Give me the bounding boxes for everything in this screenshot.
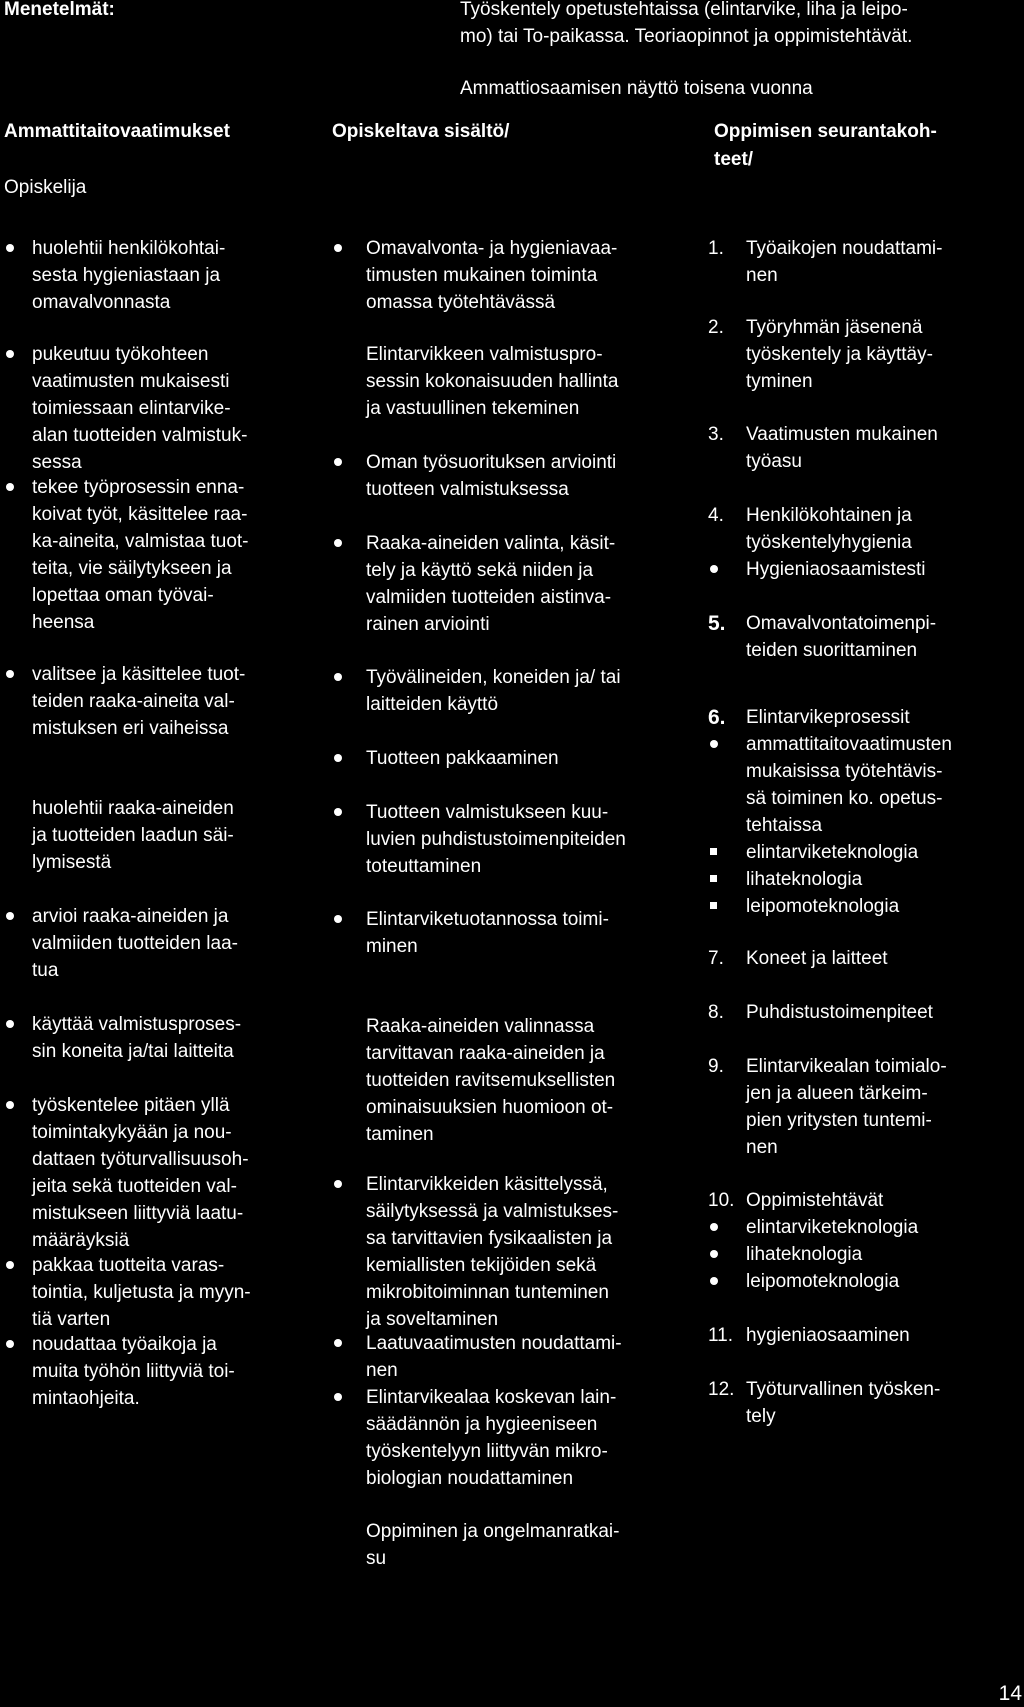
text-line: vaatimusten mukaisesti: [32, 371, 230, 392]
text-line: pien yritysten tuntemi-: [746, 1110, 932, 1131]
bullet-icon: [6, 244, 14, 252]
bullet-icon: [334, 539, 342, 547]
right-column-title-line-2: teet/: [714, 149, 754, 170]
text-line: Laatuvaatimusten noudattami-: [366, 1333, 622, 1354]
text-line: noudattaa työaikoja ja: [32, 1334, 217, 1355]
text-line: tely: [746, 1406, 776, 1427]
text-line: teiden raaka-aineita val-: [32, 691, 235, 712]
text-line: mikrobitoiminnan tunteminen: [366, 1282, 609, 1303]
text-line: tuotteiden ravitsemuksellisten: [366, 1070, 616, 1091]
text-line: Oppiminen ja ongelmanratkai-: [366, 1521, 620, 1542]
bullet-icon: [334, 808, 342, 816]
text-line: pukeutuu työkohteen: [32, 344, 209, 365]
list-number: 7.: [708, 948, 724, 969]
list-number: 4.: [708, 505, 724, 526]
mid-column-title: Opiskeltava sisältö/: [332, 121, 510, 142]
text-line: huolehtii raaka-aineiden: [32, 798, 234, 819]
text-line: Tuotteen valmistukseen kuu-: [366, 802, 609, 823]
text-line: huolehtii henkilökohtai-: [32, 238, 226, 259]
text-line: toimintakykyään ja nou-: [32, 1122, 232, 1143]
text-line: Henkilökohtainen ja: [746, 505, 912, 526]
text-line: teiden suorittaminen: [746, 640, 918, 661]
methods-label: Menetelmät:: [4, 0, 115, 20]
text-line: työskentely ja käyttäy-: [746, 344, 933, 365]
square-bullet-icon: [710, 875, 717, 882]
text-line: Elintarvikeprosessit: [746, 707, 910, 728]
text-line: laitteiden käyttö: [366, 694, 499, 715]
text-line: leipomoteknologia: [746, 896, 900, 917]
bullet-icon: [6, 670, 14, 678]
text-line: sa tarvittavien fysikaalisten ja: [366, 1228, 613, 1249]
list-number: 5.: [708, 612, 726, 635]
text-line: Elintarvikkeen valmistuspro-: [366, 344, 603, 365]
text-line: Omavalvonta- ja hygieniavaa-: [366, 238, 618, 259]
text-line: jeita sekä tuotteiden val-: [32, 1176, 237, 1197]
text-line: pakkaa tuotteita varas-: [32, 1255, 225, 1276]
text-line: ka-aineita, valmistaa tuot-: [32, 531, 249, 552]
page-number: 14: [998, 1682, 1022, 1705]
text-line: sessin kokonaisuuden hallinta: [366, 371, 619, 392]
list-number: 1.: [708, 238, 724, 259]
text-line: heensa: [32, 612, 95, 633]
text-line: Hygieniaosaamistesti: [746, 559, 926, 580]
text-line: Oppimistehtävät: [746, 1190, 884, 1211]
left-column-subtitle: Opiskelija: [4, 177, 87, 198]
text-line: omassa työtehtävässä: [366, 292, 556, 313]
bullet-icon: [710, 1250, 718, 1258]
text-line: tuotteen valmistuksessa: [366, 479, 569, 500]
text-line: mintaohjeita.: [32, 1388, 140, 1409]
text-line: timusten mukainen toiminta: [366, 265, 598, 286]
bullet-icon: [334, 244, 342, 252]
text-line: ja tuotteiden laadun säi-: [32, 825, 234, 846]
bullet-icon: [6, 912, 14, 920]
text-line: sesta hygieniastaan ja: [32, 265, 221, 286]
text-line: ammattitaitovaatimusten: [746, 734, 952, 755]
square-bullet-icon: [710, 848, 717, 855]
list-number: 8.: [708, 1002, 724, 1023]
text-line: taminen: [366, 1124, 434, 1145]
text-line: työskentelyyn liittyvän mikro-: [366, 1441, 608, 1462]
bullet-icon: [710, 1223, 718, 1231]
bullet-icon: [6, 1020, 14, 1028]
list-number: 3.: [708, 424, 724, 445]
text-line: käyttää valmistusproses-: [32, 1014, 242, 1035]
text-line: kemiallisten tekijöiden sekä: [366, 1255, 597, 1276]
text-line: mistukseen liittyviä laatu-: [32, 1203, 244, 1224]
text-line: biologian noudattaminen: [366, 1468, 574, 1489]
text-line: Elintarvikkeiden käsittelyssä,: [366, 1174, 608, 1195]
text-line: nen: [746, 1137, 778, 1158]
list-number: 9.: [708, 1056, 724, 1077]
text-line: arvioi raaka-aineiden ja: [32, 906, 229, 927]
text-line: Tuotteen pakkaaminen: [366, 748, 559, 769]
text-line: lihateknologia: [746, 1244, 863, 1265]
square-bullet-icon: [710, 902, 717, 909]
text-line: Työturvallinen työsken-: [746, 1379, 941, 1400]
bullet-icon: [334, 673, 342, 681]
bullet-icon: [710, 740, 718, 748]
right-column-title-line-1: Oppimisen seurantakoh-: [714, 121, 937, 142]
list-number: 6.: [708, 706, 726, 729]
text-line: tarvittavan raaka-aineiden ja: [366, 1043, 605, 1064]
text-line: alan tuotteiden valmistuk-: [32, 425, 248, 446]
text-line: säädännön ja hygieeniseen: [366, 1414, 598, 1435]
text-line: työskentelee pitäen yllä: [32, 1095, 230, 1116]
text-line: nen: [746, 265, 778, 286]
text-line: Raaka-aineiden valinta, käsit-: [366, 533, 616, 554]
text-line: toteuttaminen: [366, 856, 482, 877]
text-line: dattaen työturvallisuusoh-: [32, 1149, 249, 1170]
text-line: mistuksen eri vaiheissa: [32, 718, 229, 739]
text-line: luvien puhdistustoimenpiteiden: [366, 829, 626, 850]
text-line: lihateknologia: [746, 869, 863, 890]
list-number: 11.: [708, 1325, 734, 1346]
bullet-icon: [334, 915, 342, 923]
bullet-icon: [6, 350, 14, 358]
text-line: Elintarviketuotannossa toimi-: [366, 909, 609, 930]
text-line: ja soveltaminen: [366, 1309, 499, 1330]
bullet-icon: [710, 565, 718, 573]
text-line: su: [366, 1548, 387, 1569]
text-line: nen: [366, 1360, 398, 1381]
text-line: lymisestä: [32, 852, 112, 873]
text-line: koivat työt, käsittelee raa-: [32, 504, 248, 525]
bullet-icon: [334, 754, 342, 762]
text-line: minen: [366, 936, 418, 957]
text-line: Vaatimusten mukainen: [746, 424, 938, 445]
text-line: säilytyksessä ja valmistukses-: [366, 1201, 619, 1222]
text-line: omavalvonnasta: [32, 292, 171, 313]
text-line: elintarviketeknologia: [746, 1217, 919, 1238]
text-line: leipomoteknologia: [746, 1271, 900, 1292]
text-line: tiä varten: [32, 1309, 111, 1330]
text-line: tekee työprosessin enna-: [32, 477, 245, 498]
text-line: sin koneita ja/tai laitteita: [32, 1041, 234, 1062]
text-line: lopettaa oman työvai-: [32, 585, 214, 606]
text-line: työasu: [746, 451, 802, 472]
text-line: mukaisissa työtehtävis-: [746, 761, 943, 782]
text-line: työskentelyhygienia: [746, 532, 912, 553]
bullet-icon: [334, 1339, 342, 1347]
text-line: valmiiden tuotteiden aistinva-: [366, 587, 612, 608]
methods-text-line-1: Työskentely opetustehtaissa (elintarvike, liha ja leipo-: [460, 0, 908, 20]
text-line: Elintarvikealan toimialo-: [746, 1056, 947, 1077]
text-line: teita, vie säilytykseen ja: [32, 558, 232, 579]
text-line: Koneet ja laitteet: [746, 948, 888, 969]
text-line: Elintarvikealaa koskevan lain-: [366, 1387, 617, 1408]
text-line: muita työhön liittyviä toi-: [32, 1361, 235, 1382]
text-line: valitsee ja käsittelee tuot-: [32, 664, 246, 685]
list-number: 12.: [708, 1379, 735, 1400]
bullet-icon: [334, 458, 342, 466]
text-line: tely ja käyttö sekä niiden ja: [366, 560, 594, 581]
text-line: elintarviketeknologia: [746, 842, 919, 863]
text-line: Oman työsuorituksen arviointi: [366, 452, 617, 473]
bullet-icon: [334, 1393, 342, 1401]
text-line: määräyksiä: [32, 1230, 130, 1251]
text-line: tointia, kuljetusta ja myyn-: [32, 1282, 251, 1303]
text-line: Työryhmän jäsenenä: [746, 317, 923, 338]
text-line: jen ja alueen tärkeim-: [746, 1083, 928, 1104]
text-line: ominaisuuksien huomioon ot-: [366, 1097, 614, 1118]
left-column-title: Ammattitaitovaatimukset: [4, 121, 230, 142]
text-line: tua: [32, 960, 59, 981]
bullet-icon: [710, 1277, 718, 1285]
text-line: Työvälineiden, koneiden ja/ tai: [366, 667, 621, 688]
text-line: tehtaissa: [746, 815, 823, 836]
text-line: Raaka-aineiden valinnassa: [366, 1016, 595, 1037]
text-line: Puhdistustoimenpiteet: [746, 1002, 933, 1023]
bullet-icon: [6, 1261, 14, 1269]
bullet-icon: [6, 1101, 14, 1109]
text-line: sä toiminen ko. opetus-: [746, 788, 943, 809]
bullet-icon: [6, 483, 14, 491]
bullet-icon: [6, 1340, 14, 1348]
text-line: tyminen: [746, 371, 813, 392]
text-line: rainen arviointi: [366, 614, 490, 635]
text-line: Työaikojen noudattami-: [746, 238, 943, 259]
methods-text-line-3: Ammattiosaamisen näyttö toisena vuonna: [460, 78, 813, 99]
text-line: Omavalvontatoimenpi-: [746, 613, 937, 634]
list-number: 2.: [708, 317, 724, 338]
text-line: hygieniaosaaminen: [746, 1325, 910, 1346]
text-line: valmiiden tuotteiden laa-: [32, 933, 238, 954]
text-line: toimiessaan elintarvike-: [32, 398, 231, 419]
text-line: ja vastuullinen tekeminen: [366, 398, 580, 419]
list-number: 10.: [708, 1190, 735, 1211]
bullet-icon: [334, 1180, 342, 1188]
methods-text-line-2: mo) tai To-paikassa. Teoriaopinnot ja oppimistehtävät.: [460, 26, 913, 47]
text-line: sessa: [32, 452, 82, 473]
